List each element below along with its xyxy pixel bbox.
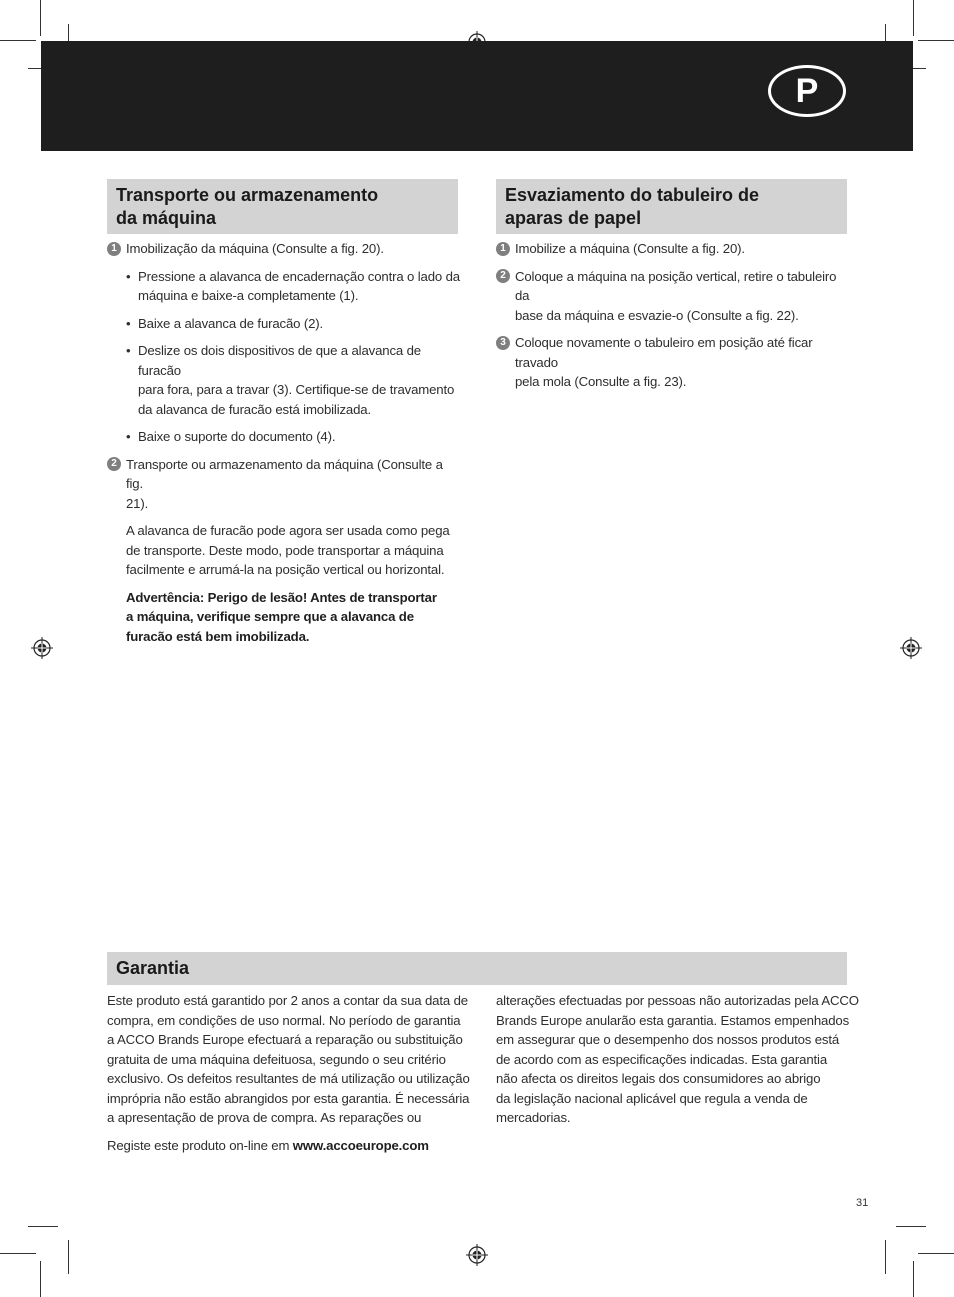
list-item: • Baixe o suporte do documento (4).: [107, 427, 462, 447]
crop-mark: [0, 40, 36, 41]
paragraph: alterações efectuadas por pessoas não autorizadas pela ACCO Brands Europe anularão esta garantia. Estamos empenhados em assegurar que o desempenho dos nossos produtos está de acordo com as especificações indicadas. Esta garantia não afecta os direitos legais dos consumidores ao abrigo da legislação nacional aplicável que regula a venda de mercadorias.: [496, 993, 859, 1125]
registration-mark-icon: [900, 637, 922, 659]
section-title-garantia: Garantia: [107, 952, 847, 985]
bullet-icon: •: [126, 429, 131, 444]
crop-mark: [896, 1226, 926, 1227]
register-line: Registe este produto on-line em www.accoeurope.com: [107, 1137, 429, 1153]
crop-mark: [28, 1226, 58, 1227]
list-item: • Deslize os dois dispositivos de que a alavanca de furacão para fora, para a travar (3). Certifique-se de travamento da alavanca de furacão está imobilizada.: [126, 343, 455, 417]
list-item: 2 Transporte ou armazenamento da máquina (Consulte a fig. 21).: [107, 455, 462, 514]
section-title-esvaziamento: Esvaziamento do tabuleiro de aparas de papel: [496, 179, 847, 234]
bullet-icon: •: [126, 315, 131, 331]
garantia-left-column: [107, 991, 472, 1163]
bullet-icon: •: [126, 343, 131, 358]
crop-mark: [40, 1261, 41, 1297]
section-title-transporte: Transporte ou armazenamento da máquina: [107, 179, 458, 234]
transporte-body: [107, 239, 462, 654]
step-number-badge: 3: [496, 336, 510, 350]
crop-mark: [913, 0, 914, 36]
list-item: 2 Coloque a máquina na posição vertical, retire o tabuleiro da base da máquina e esvazie-o (Consulte a fig. 22).: [496, 267, 851, 326]
crop-mark: [918, 40, 954, 41]
bullet-icon: •: [126, 268, 131, 284]
crop-mark: [0, 1253, 36, 1254]
step-number-badge: 2: [107, 457, 121, 471]
paragraph: Este produto está garantido por 2 anos a contar da sua data de compra, em condições de uso normal. No período de garantia a ACCO Brands Europe efectuará a reparação ou substituição gratuita de uma máquina defeituosa, segundo o seu critério exclusivo. Os defeitos resultantes de má utilização ou utilização imprópria não estão abrangidos por esta garantia. É necessária a apresentação de prova de compra. As reparações ou: [107, 993, 470, 1125]
step-number-badge: 2: [496, 269, 510, 283]
list-item: • Pressione a alavanca de encadernação contra o lado da máquina e baixe-a completamente (1).: [126, 268, 460, 303]
crop-mark: [918, 1253, 954, 1254]
language-badge: P: [768, 65, 846, 117]
crop-mark: [40, 0, 41, 36]
list-item: 3 Coloque novamente o tabuleiro em posição até ficar travado pela mola (Consulte a fig. 23).: [496, 333, 851, 392]
header-banner: [41, 41, 913, 151]
step-number-badge: 1: [107, 242, 121, 256]
crop-mark: [913, 1261, 914, 1297]
page-number: 31: [856, 1197, 869, 1209]
garantia-right-column: [496, 991, 861, 1136]
registration-mark-icon: [466, 1244, 488, 1266]
list-item: 1 Imobilização da máquina (Consulte a fig. 20).: [107, 239, 462, 259]
step-number-badge: 1: [496, 242, 510, 256]
esvaziamento-body: [496, 239, 851, 400]
paragraph: A alavanca de furacão pode agora ser usada como pega de transporte. Deste modo, pode transportar a máquina facilmente e arrumá-la na posição vertical ou horizontal.: [126, 523, 450, 577]
register-link[interactable]: www.accoeurope.com: [292, 1137, 429, 1153]
registration-mark-icon: [31, 637, 53, 659]
list-item: 1 Imobilize a máquina (Consulte a fig. 20).: [496, 239, 851, 259]
crop-mark: [885, 1240, 886, 1274]
warning-text: Advertência: Perigo de lesão! Antes de transportar a máquina, verifique sempre que a alavanca de furacão está bem imobilizada.: [126, 589, 437, 644]
crop-mark: [68, 1240, 69, 1274]
list-item: • Baixe a alavanca de furacão (2).: [107, 314, 462, 334]
